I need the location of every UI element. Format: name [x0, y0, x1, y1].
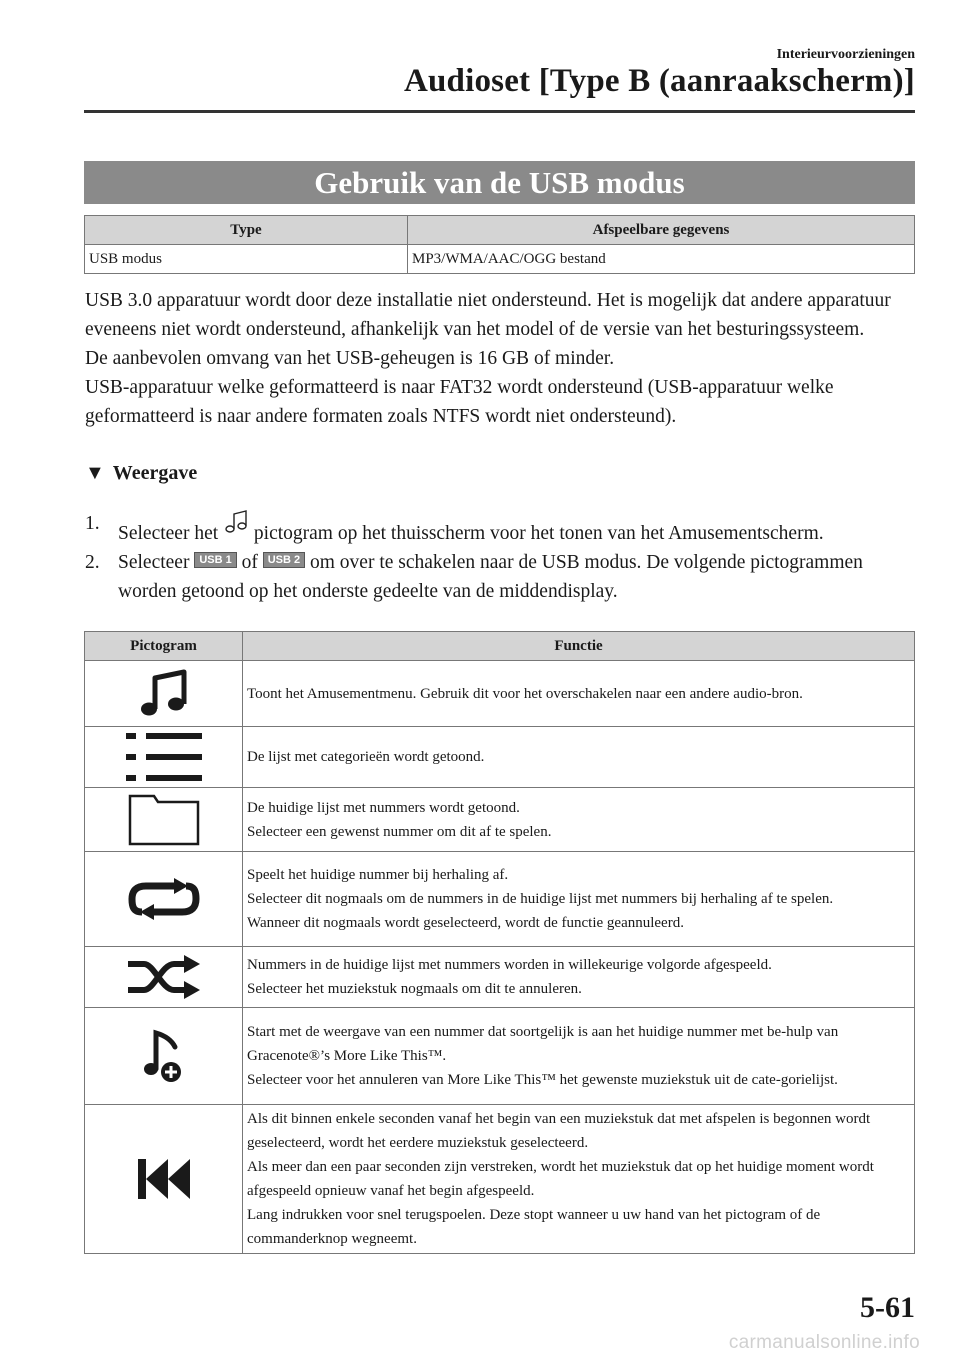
type-table	[84, 215, 915, 274]
intro-text	[85, 286, 920, 431]
usb1-button[interactable]: USB 1	[194, 552, 236, 568]
page-number: 5-61	[860, 1291, 915, 1324]
table-row	[85, 1008, 915, 1105]
table-row	[85, 245, 915, 274]
description-cell	[243, 947, 915, 1008]
description-line: Speelt het huidige nummer bij herhaling af.	[247, 867, 509, 883]
header-type: Type	[85, 216, 408, 245]
description-cell	[243, 788, 915, 852]
description-line: Start met de weergave van een nummer dat soortgelijk is aan het huidige nummer met be-hulp van Gracenote®’s More Like This™.	[247, 1024, 839, 1064]
section-heading	[85, 462, 197, 485]
table-row	[85, 788, 915, 852]
music-note-icon	[223, 509, 249, 535]
icon-cell	[85, 1008, 243, 1105]
triangle-marker-icon: ▼	[85, 462, 105, 484]
section-banner: Gebruik van de USB modus	[84, 161, 915, 204]
description-cell	[243, 852, 915, 947]
table-row	[85, 852, 915, 947]
cell-type: USB modus	[85, 245, 408, 274]
steps-list	[85, 509, 925, 606]
step-1	[85, 509, 925, 548]
step-text-part: of	[236, 552, 263, 573]
description-line: Lang indrukken voor snel terugspoelen. Deze stopt wanneer u uw hand van het pictogram of de commanderknop wegneemt.	[247, 1207, 821, 1247]
repeat-icon	[128, 876, 200, 922]
skip-back-icon	[136, 1157, 192, 1201]
step-text-part: pictogram op het thuisscherm voor het tonen van het Amusementscherm.	[249, 523, 824, 544]
description-line: Selecteer een gewenst nummer om dit af te spelen.	[247, 823, 552, 840]
description-line: Nummers in de huidige lijst met nummers worden in willekeurige volgorde afgespeeld.	[247, 957, 772, 973]
step-number: 2.	[85, 552, 100, 573]
step-text	[118, 548, 925, 606]
music-note-icon	[138, 668, 190, 720]
description-line: De huidige lijst met nummers wordt getoond.	[247, 799, 520, 816]
header-divider	[84, 110, 915, 113]
description-line: Selecteer het muziekstuk nogmaals om dit te annuleren.	[247, 981, 582, 997]
step-number: 1.	[85, 513, 100, 534]
header-function: Functie	[243, 632, 915, 661]
section-header: Interieurvoorzieningen	[776, 47, 915, 62]
step-text-part: Selecteer het	[118, 523, 224, 544]
cell-format: MP3/WMA/AAC/OGG bestand	[408, 245, 915, 274]
description-line: Wanneer dit nogmaals wordt geselecteerd, wordt de functie geannuleerd.	[247, 915, 684, 931]
step-text-part: om over te schakelen naar de USB modus. De volgende pictogrammen worden getoond op het onderste gedeelte van de middendisplay.	[118, 552, 863, 602]
icon-cell	[85, 727, 243, 788]
usb2-button[interactable]: USB 2	[263, 552, 305, 568]
table-header-row	[85, 216, 915, 245]
description-line: Als meer dan een paar seconden zijn verstreken, wordt het muziekstuk dat op het huidige moment wordt afgespeeld opnieuw vanaf het begin afgespeeld.	[247, 1159, 874, 1199]
description-line: Selecteer dit nogmaals om de nummers in de huidige lijst met nummers bij herhaling af te spelen.	[247, 891, 834, 907]
icon-cell	[85, 947, 243, 1008]
shuffle-icon	[126, 954, 202, 1000]
paragraph: USB 3.0 apparatuur wordt door deze installatie niet ondersteund. Het is mogelijk dat andere apparatuur eveneens niet wordt ondersteund, afhankelijk van het model of de versie van het besturingssysteem.	[85, 290, 891, 340]
description-cell	[243, 661, 915, 727]
step-text	[118, 509, 925, 548]
description-line: De lijst met categorieën wordt getoond.	[247, 749, 485, 765]
header-playable-data: Afspeelbare gegevens	[408, 216, 915, 245]
description-line: Als dit binnen enkele seconden vanaf het begin van een muziekstuk dat met afspelen is begonnen wordt geselecteerd, wordt het eerdere muziekstuk geselecteerd.	[247, 1111, 871, 1151]
icon-cell	[85, 1105, 243, 1254]
icon-cell	[85, 788, 243, 852]
page-title: Audioset [Type B (aanraakscherm)]	[403, 63, 915, 99]
function-table	[84, 631, 915, 1254]
folder-icon	[128, 794, 200, 846]
header-icon: Pictogram	[85, 632, 243, 661]
watermark: carmanualsonline.info	[728, 1332, 920, 1353]
more-like-this-icon	[141, 1027, 187, 1085]
section-title: Weergave	[112, 462, 198, 484]
description-line: Toont het Amusementmenu. Gebruik dit voor het overschakelen naar een andere audio-bron.	[247, 685, 803, 702]
table-row	[85, 727, 915, 788]
description-cell	[243, 727, 915, 788]
description-line: Selecteer voor het annuleren van More Like This™ het gewenste muziekstuk uit de cate-gorielijst.	[247, 1072, 838, 1088]
table-header-row	[85, 632, 915, 661]
list-icon	[124, 731, 204, 783]
table-row	[85, 947, 915, 1008]
paragraph: USB-apparatuur welke geformatteerd is naar FAT32 wordt ondersteund (USB-apparatuur welke geformatteerd is naar andere formaten zoals NTFS wordt niet ondersteund).	[85, 377, 834, 427]
step-text-part: Selecteer	[118, 552, 195, 573]
table-row	[85, 1105, 915, 1254]
icon-cell	[85, 661, 243, 727]
table-row	[85, 661, 915, 727]
step-2	[85, 548, 925, 606]
description-cell	[243, 1105, 915, 1254]
description-cell	[243, 1008, 915, 1105]
paragraph: De aanbevolen omvang van het USB-geheugen is 16 GB of minder.	[85, 348, 615, 369]
icon-cell	[85, 852, 243, 947]
